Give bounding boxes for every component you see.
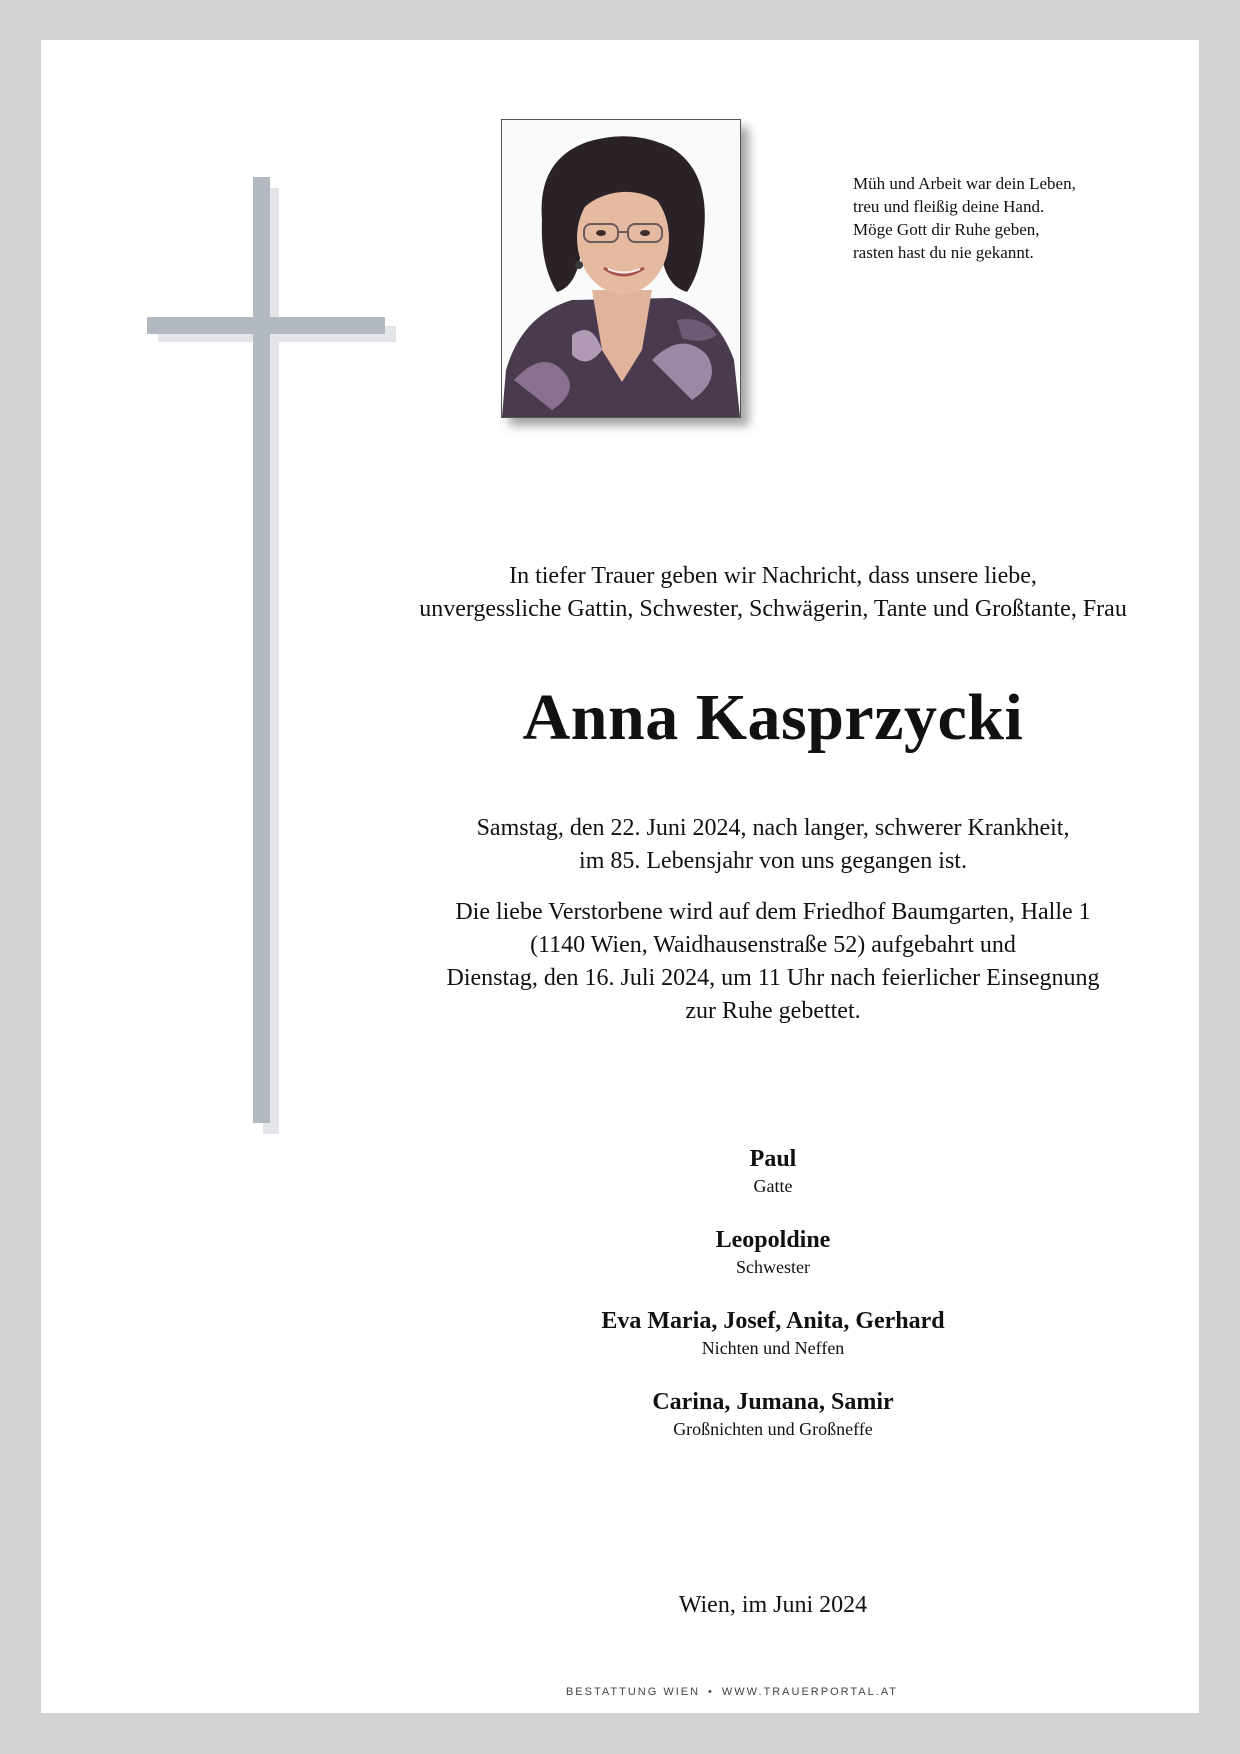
poem (853, 172, 1153, 264)
intro-line: unvergessliche Gattin, Schwester, Schwägerin, Tante und Großtante, Frau (419, 596, 1127, 622)
mourner-name: Paul (749, 1146, 797, 1172)
poem-line: Möge Gott dir Ruhe geben, (853, 220, 1040, 239)
death-notice-line: im 85. Lebensjahr von uns gegangen ist. (579, 848, 967, 874)
mourner-name: Carina, Jumana, Samir (652, 1389, 894, 1415)
mourner-relation: Großnichten und Großneffe (673, 1419, 873, 1439)
footer-website: WWW.TRAUERPORTAL.AT (721, 1686, 899, 1698)
poem-line: treu und fleißig deine Hand. (853, 197, 1045, 216)
place-date: Wien, im Juni 2024 (678, 1592, 868, 1618)
funeral-notice-line: (1140 Wien, Waidhausenstraße 52) aufgebahrt und (530, 932, 1016, 958)
mourner-relation: Gatte (753, 1176, 793, 1196)
footer-company: BESTATTUNG WIEN (565, 1686, 701, 1698)
mourner-name: Eva Maria, Josef, Anita, Gerhard (601, 1308, 945, 1334)
footer-separator: • (708, 1686, 714, 1698)
mourner-name: Leopoldine (715, 1227, 831, 1253)
portrait-photo (501, 119, 741, 418)
poem-line: Müh und Arbeit war dein Leben, (853, 174, 1076, 193)
funeral-notice-line: Die liebe Verstorbene wird auf dem Friedhof Baumgarten, Halle 1 (455, 899, 1091, 925)
intro-text (341, 560, 1205, 626)
mourners-list (341, 1144, 1205, 1468)
cross-icon-horizontal-beam (147, 317, 385, 334)
poem-line: rasten hast du nie gekannt. (853, 243, 1034, 262)
mourner-entry (341, 1225, 1205, 1279)
portrait-illustration (502, 120, 740, 417)
obituary-page (41, 40, 1199, 1713)
mourner-relation: Schwester (736, 1257, 810, 1277)
funeral-notice-line: zur Ruhe gebettet. (685, 998, 861, 1024)
intro-line: In tiefer Trauer geben wir Nachricht, dass unsere liebe, (509, 563, 1037, 589)
death-notice (341, 812, 1205, 878)
deceased-name: Anna Kasprzycki (522, 681, 1024, 754)
mourner-entry (341, 1387, 1205, 1441)
death-notice-line: Samstag, den 22. Juni 2024, nach langer, schwerer Krankheit, (476, 815, 1070, 841)
mourner-entry (341, 1144, 1205, 1198)
funeral-notice-line: Dienstag, den 16. Juli 2024, um 11 Uhr nach feierlicher Einsegnung (446, 965, 1100, 991)
footer (300, 1686, 1164, 1698)
mourner-relation: Nichten und Neffen (701, 1338, 845, 1358)
mourner-entry (341, 1306, 1205, 1360)
funeral-notice (341, 896, 1205, 1028)
